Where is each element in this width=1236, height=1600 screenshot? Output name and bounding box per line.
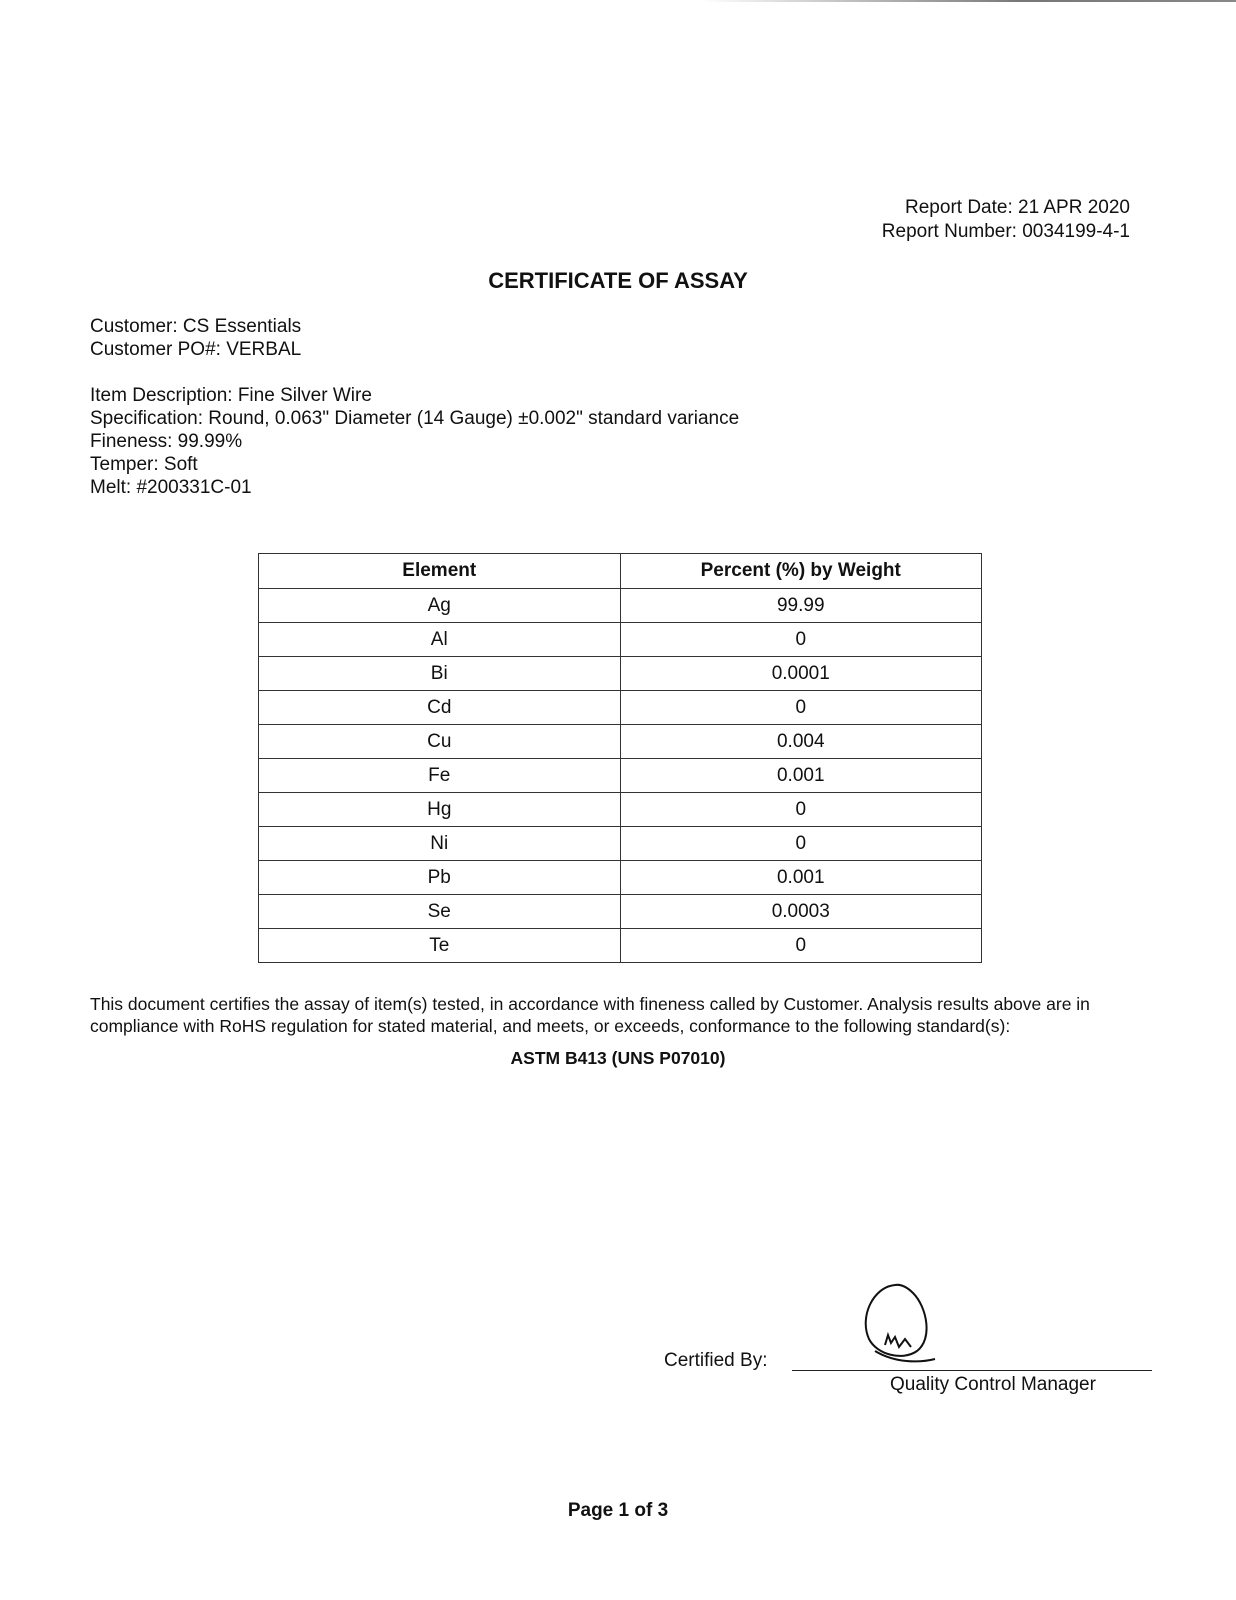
item-fineness: Fineness: 99.99% bbox=[90, 431, 243, 452]
table-row bbox=[259, 623, 982, 657]
standard-reference: ASTM B413 (UNS P07010) bbox=[510, 1048, 726, 1068]
table-row bbox=[259, 725, 982, 759]
table-row bbox=[259, 827, 982, 861]
customer-po: Customer PO#: VERBAL bbox=[90, 339, 302, 360]
percent-cell: 0 bbox=[620, 623, 982, 657]
item-description: Item Description: Fine Silver Wire bbox=[90, 385, 372, 406]
report-meta bbox=[882, 196, 1130, 244]
scan-edge-artifact bbox=[700, 0, 1236, 2]
assay-table bbox=[258, 553, 982, 963]
element-cell: Fe bbox=[259, 759, 621, 793]
element-cell: Hg bbox=[259, 793, 621, 827]
percent-cell: 0 bbox=[620, 793, 982, 827]
element-cell: Cu bbox=[259, 725, 621, 759]
percent-cell: 0.0001 bbox=[620, 657, 982, 691]
element-cell: Se bbox=[259, 895, 621, 929]
page-number: Page 1 of 3 bbox=[567, 1500, 669, 1521]
report-number: Report Number: 0034199-4-1 bbox=[881, 221, 1130, 242]
element-cell: Pb bbox=[259, 861, 621, 895]
table-header-row bbox=[259, 554, 982, 589]
percent-cell: 99.99 bbox=[620, 589, 982, 623]
table-row bbox=[259, 929, 982, 963]
signature-line bbox=[792, 1370, 1152, 1371]
document-title: CERTIFICATE OF ASSAY bbox=[488, 268, 748, 293]
signature-icon bbox=[855, 1277, 945, 1372]
percent-cell: 0.004 bbox=[620, 725, 982, 759]
item-temper: Temper: Soft bbox=[90, 454, 198, 475]
table-row bbox=[259, 691, 982, 725]
element-cell: Ni bbox=[259, 827, 621, 861]
percent-cell: 0 bbox=[620, 827, 982, 861]
column-header-element: Element bbox=[259, 554, 621, 589]
element-cell: Te bbox=[259, 929, 621, 963]
table-row bbox=[259, 793, 982, 827]
table-row bbox=[259, 657, 982, 691]
element-cell: Cd bbox=[259, 691, 621, 725]
certified-by-label: Certified By: bbox=[664, 1350, 768, 1371]
percent-cell: 0 bbox=[620, 929, 982, 963]
element-cell: Al bbox=[259, 623, 621, 657]
column-header-percent: Percent (%) by Weight bbox=[620, 554, 982, 589]
table-row bbox=[259, 759, 982, 793]
element-cell: Ag bbox=[259, 589, 621, 623]
table-row bbox=[259, 895, 982, 929]
element-cell: Bi bbox=[259, 657, 621, 691]
customer-name: Customer: CS Essentials bbox=[90, 316, 302, 337]
report-date: Report Date: 21 APR 2020 bbox=[905, 197, 1130, 218]
table-row bbox=[259, 861, 982, 895]
item-melt: Melt: #200331C-01 bbox=[90, 477, 252, 498]
signer-title: Quality Control Manager bbox=[890, 1374, 1096, 1395]
customer-block bbox=[90, 315, 301, 361]
item-specification: Specification: Round, 0.063" Diameter (14 Gauge) ±0.002" standard variance bbox=[90, 408, 740, 429]
percent-cell: 0.001 bbox=[620, 861, 982, 895]
percent-cell: 0.001 bbox=[620, 759, 982, 793]
percent-cell: 0.0003 bbox=[620, 895, 982, 929]
table-row bbox=[259, 589, 982, 623]
item-block bbox=[90, 384, 739, 499]
percent-cell: 0 bbox=[620, 691, 982, 725]
certification-text: This document certifies the assay of item(s) tested, in accordance with fineness called by Customer. Analysis results above are in compliance with RoHS regulation for stated material, and meets, or exceeds, conformance to the following standard(s): bbox=[90, 994, 1090, 1036]
